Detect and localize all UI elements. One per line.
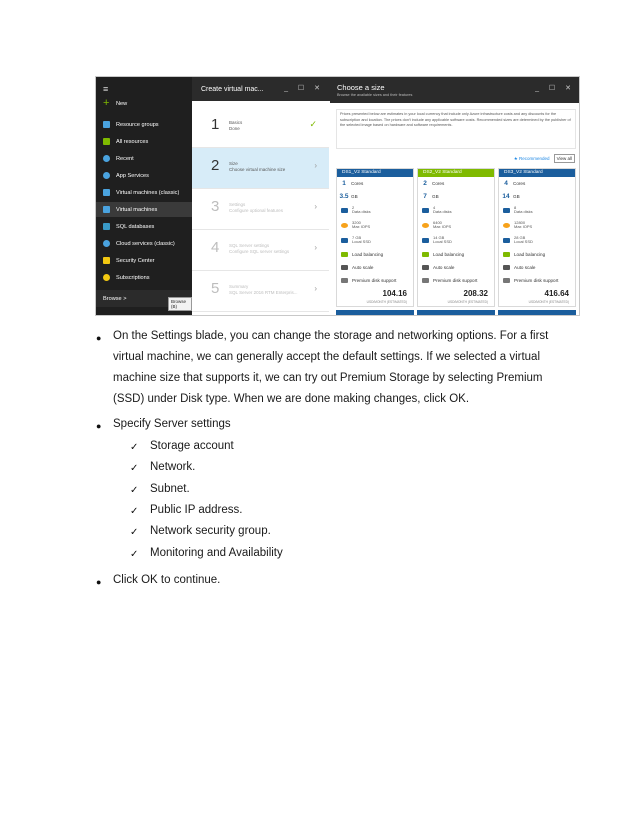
choose-size-blade bbox=[330, 77, 580, 316]
server-settings-heading: Specify Server settings bbox=[113, 418, 231, 430]
sidebar-item-all-resources[interactable]: All resources bbox=[96, 134, 192, 149]
disk-icon bbox=[503, 208, 510, 213]
plus-icon: + bbox=[103, 97, 110, 109]
checkmark-icon: ✓ bbox=[130, 442, 139, 453]
chevron-right-icon: › bbox=[314, 161, 317, 170]
premium-disk-icon bbox=[341, 278, 348, 283]
grid-icon bbox=[103, 138, 110, 145]
next-row-cards bbox=[336, 310, 576, 316]
bullet-icon: ● bbox=[96, 333, 102, 343]
azure-portal-screenshot bbox=[95, 76, 580, 316]
window-controls-icon[interactable]: _ ☐ ✕ bbox=[284, 85, 324, 92]
hamburger-menu-icon[interactable]: ≡ bbox=[103, 84, 109, 94]
browse-tooltip: Browse (B) bbox=[168, 297, 192, 311]
sidebar-item-app-services[interactable]: App Services bbox=[96, 168, 192, 183]
view-all-button[interactable]: View all bbox=[554, 154, 575, 163]
checklist-item: Monitoring and Availability bbox=[150, 547, 283, 559]
sidebar-item-virtual-machines[interactable]: Virtual machines bbox=[96, 202, 192, 217]
size-card-ds2[interactable]: DS2_V2 Standard 2 Cores 7 GB 4 Data disks 6400 Max IOPS 14 GB Local SSD Load balancing Auto scale Premium disk support 208.32 USD/MONTH (ESTIMATED) bbox=[417, 168, 495, 307]
step-size[interactable]: 2 Size Choose virtual machine size › bbox=[192, 148, 329, 189]
key-icon bbox=[103, 274, 110, 281]
window-controls-icon[interactable]: _ ☐ ✕ bbox=[535, 85, 575, 92]
disk-icon bbox=[422, 208, 429, 213]
portal-sidebar bbox=[96, 77, 192, 316]
sidebar-item-vm-classic[interactable]: Virtual machines (classic) bbox=[96, 185, 192, 200]
checklist-item: Public IP address. bbox=[150, 504, 243, 516]
load-balancer-icon bbox=[341, 252, 348, 257]
chevron-right-icon: › bbox=[314, 243, 317, 252]
sidebar-item-recent[interactable]: Recent bbox=[96, 151, 192, 166]
resource-groups-icon bbox=[103, 121, 110, 128]
autoscale-icon bbox=[503, 265, 510, 270]
checklist-item: Subnet. bbox=[150, 483, 190, 495]
load-balancer-icon bbox=[503, 252, 510, 257]
click-ok-text: Click OK to continue. bbox=[113, 574, 221, 586]
gauge-icon bbox=[422, 223, 429, 228]
bullet-icon: ● bbox=[96, 577, 102, 587]
sidebar-item-resource-groups[interactable]: Resource groups bbox=[96, 117, 192, 132]
load-balancer-icon bbox=[422, 252, 429, 257]
checkmark-icon: ✓ bbox=[309, 119, 317, 129]
bullet-icon: ● bbox=[96, 421, 102, 431]
ssd-icon bbox=[422, 238, 429, 243]
price-value: 208.32 bbox=[463, 289, 488, 298]
clock-icon bbox=[103, 155, 110, 162]
premium-disk-icon bbox=[503, 278, 510, 283]
checklist-item: Storage account bbox=[150, 440, 234, 452]
database-icon bbox=[103, 223, 110, 230]
checkmark-icon: ✓ bbox=[130, 463, 139, 474]
size-card-ds1[interactable]: DS1_V2 Standard 1 Cores 3.5 GB 2 Data disks 3200 Max IOPS 7 GB Local SSD Load balancing Auto scale Premium disk support 104.16 USD/MONTH (ESTIMATED) bbox=[336, 168, 414, 307]
autoscale-icon bbox=[341, 265, 348, 270]
cloud-icon bbox=[103, 240, 110, 247]
gauge-icon bbox=[341, 223, 348, 228]
checkmark-icon: ✓ bbox=[130, 527, 139, 538]
chevron-right-icon: › bbox=[314, 284, 317, 293]
premium-disk-icon bbox=[422, 278, 429, 283]
monitor-icon bbox=[103, 206, 110, 213]
chevron-right-icon: › bbox=[314, 202, 317, 211]
step-sql-settings[interactable]: 4 SQL Server settings Configure SQL server settings › bbox=[192, 230, 329, 271]
sidebar-item-subscriptions[interactable]: Subscriptions bbox=[96, 270, 192, 285]
globe-icon bbox=[103, 172, 110, 179]
ssd-icon bbox=[341, 238, 348, 243]
create-vm-blade-header: Create virtual mac... _ ☐ ✕ bbox=[192, 77, 330, 101]
checklist-item: Network. bbox=[150, 461, 196, 473]
choose-size-header: Choose a size Browse the available sizes and their features _ ☐ ✕ bbox=[330, 77, 580, 103]
gauge-icon bbox=[503, 223, 510, 228]
sidebar-item-new[interactable]: + New bbox=[103, 97, 128, 109]
settings-paragraph: On the Settings blade, you can change the storage and networking options. For a first virtual machine, we can generally accept the default settings. If we selected a virtual machine size that supports it, we can try out Premium Storage by selecting Premium (SSD) under Disk type. When we are done making changes, click OK. bbox=[113, 330, 549, 405]
autoscale-icon bbox=[422, 265, 429, 270]
step-summary[interactable]: 5 Summary SQL Server 2016 RTM Enterpris... › bbox=[192, 271, 329, 312]
sidebar-item-security-center[interactable]: Security Center bbox=[96, 253, 192, 268]
disk-icon bbox=[341, 208, 348, 213]
sidebar-item-sql-databases[interactable]: SQL databases bbox=[96, 219, 192, 234]
price-value: 416.64 bbox=[544, 289, 569, 298]
ssd-icon bbox=[503, 238, 510, 243]
sidebar-item-cloud-services[interactable]: Cloud services (classic) bbox=[96, 236, 192, 251]
checklist-item: Network security group. bbox=[150, 525, 271, 537]
monitor-icon bbox=[103, 189, 110, 196]
step-settings[interactable]: 3 Settings Configure optional features › bbox=[192, 189, 329, 230]
size-card-ds3[interactable]: DS3_V2 Standard 4 Cores 14 GB 8 Data disks 12800 Max IOPS 28 GB Local SSD Load balancing Auto scale Premium disk support 416.64 USD/MONTH (ESTIMATED) bbox=[498, 168, 576, 307]
checkmark-icon: ✓ bbox=[130, 506, 139, 517]
step-basics[interactable]: 1 Basics Done ✓ bbox=[192, 107, 329, 148]
checkmark-icon: ✓ bbox=[130, 549, 139, 560]
price-value: 104.16 bbox=[382, 289, 407, 298]
create-vm-blade bbox=[192, 77, 331, 316]
checkmark-icon: ✓ bbox=[130, 485, 139, 496]
shield-icon bbox=[103, 257, 110, 264]
recommended-filter: ★ Recommended View all bbox=[514, 154, 575, 163]
browse-button[interactable]: Browse > bbox=[96, 290, 192, 307]
pricing-info-text: Prices presented below are estimates in your local currency that include only Azure infrastructure costs and any discounts for the subscription and location. The prices don't include any applicable software costs. Recommended sizes are determined by the publisher of the selected image based on hardware and software requirements. bbox=[336, 109, 576, 149]
